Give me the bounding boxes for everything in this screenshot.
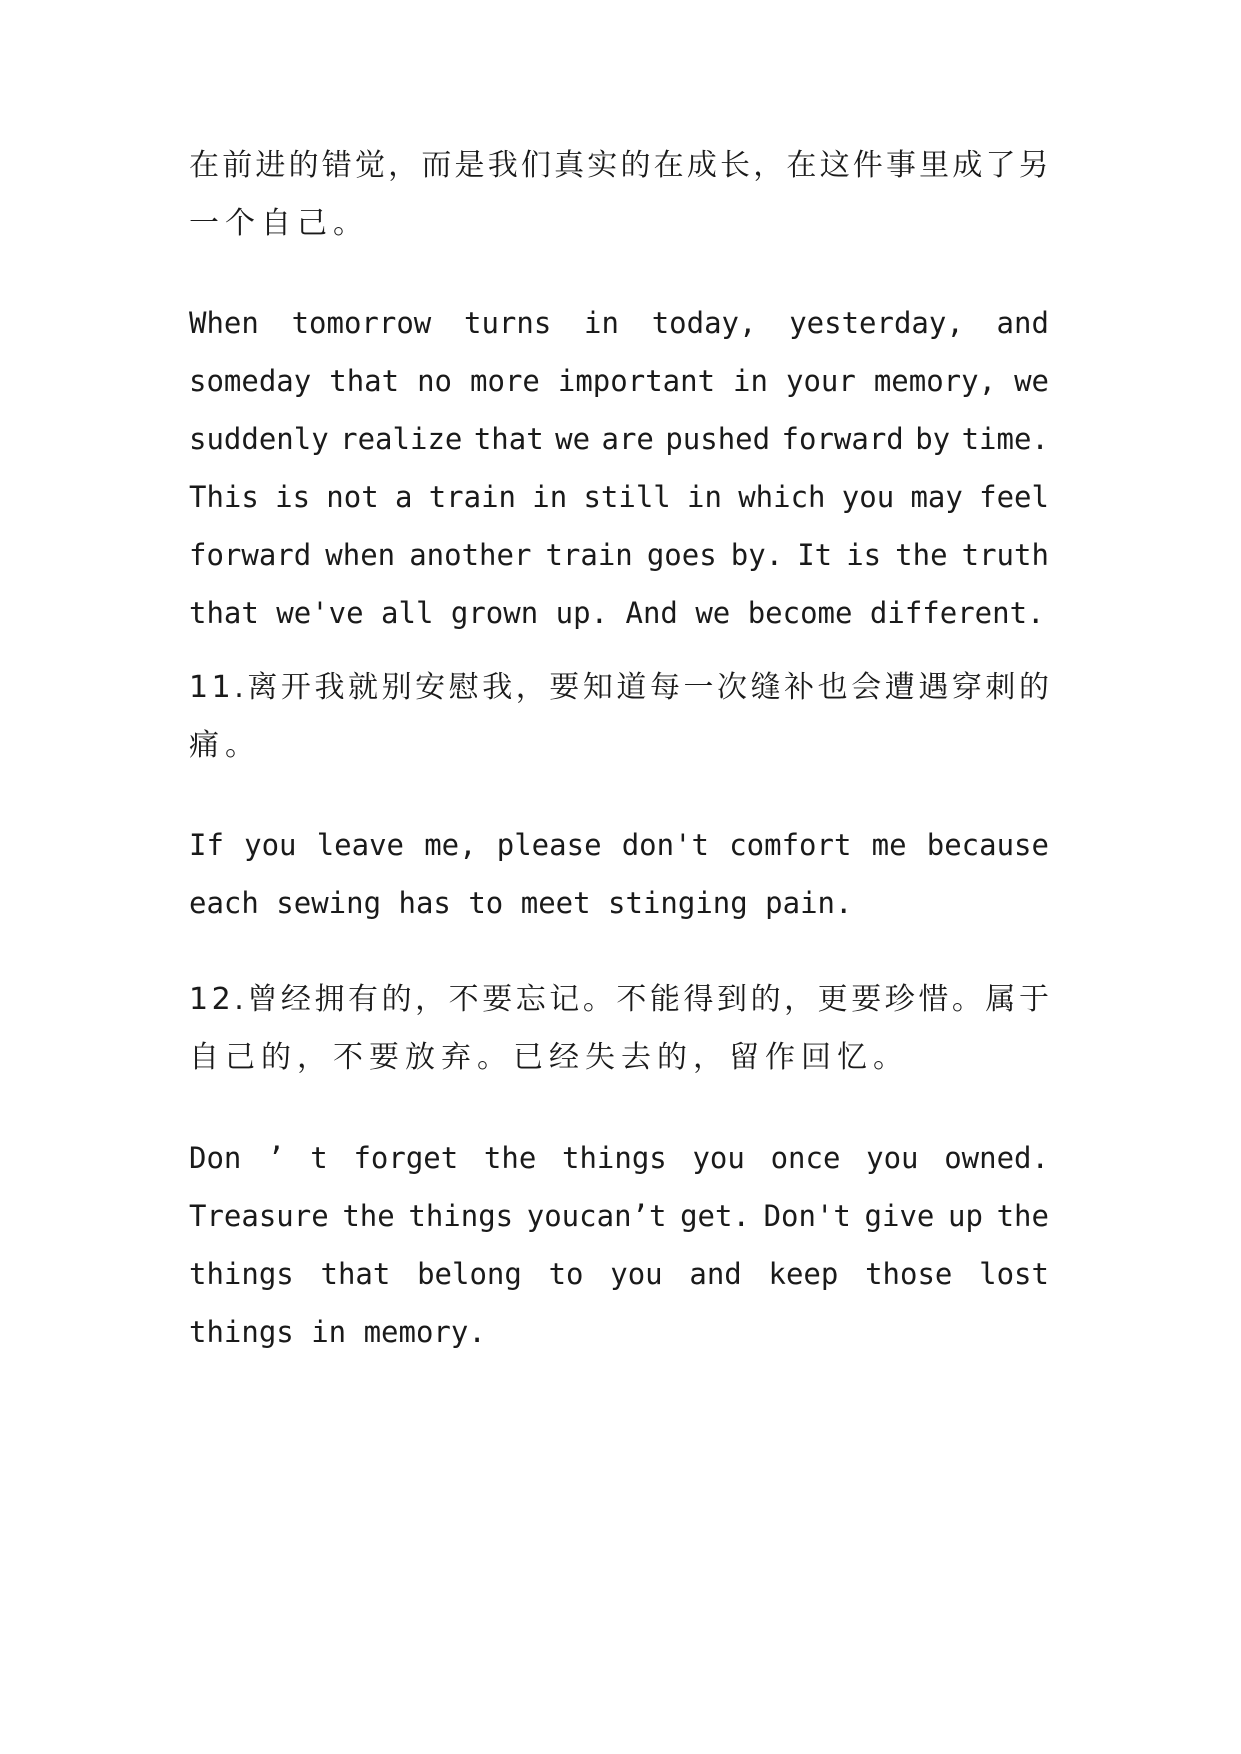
glyph: 我: [314, 670, 345, 705]
glyph: 忘: [515, 982, 546, 1017]
glyph: 记: [549, 982, 580, 1017]
word: yesterday,: [789, 306, 964, 340]
glyph: 一: [683, 670, 714, 705]
word: to: [548, 1257, 584, 1291]
text-line: 自己的，不要放弃。已经失去的，留作回忆。: [189, 1040, 909, 1075]
glyph: 遭: [884, 670, 915, 705]
text-line: 痛。: [189, 728, 261, 763]
word: me,: [424, 828, 477, 862]
glyph: 的: [750, 982, 781, 1017]
glyph: 进: [255, 148, 286, 183]
paragraph-chinese-12: [189, 971, 1049, 1087]
glyph: 长: [720, 148, 750, 183]
word: tomorrow: [291, 306, 432, 340]
glyph: 经: [280, 982, 311, 1017]
glyph: ，: [515, 670, 546, 705]
glyph: 次: [717, 670, 748, 705]
word: when: [325, 538, 396, 572]
word: things: [408, 1199, 514, 1233]
glyph: 的: [288, 148, 319, 183]
word: ’: [267, 1141, 285, 1175]
word: the: [483, 1141, 537, 1175]
word: you: [841, 480, 895, 514]
glyph: 的: [1018, 670, 1049, 705]
word: that: [329, 364, 400, 398]
word: forward: [189, 538, 312, 572]
word: another: [409, 538, 532, 572]
glyph: 不: [448, 982, 479, 1017]
word: leave: [316, 828, 404, 862]
text-line: [189, 1245, 1049, 1303]
word: by.: [730, 538, 784, 572]
glyph: 曾: [247, 982, 278, 1017]
paragraph-english-11: [189, 816, 1049, 932]
word: lost: [979, 1257, 1049, 1291]
word: those: [865, 1257, 953, 1291]
glyph: ，: [753, 148, 784, 183]
glyph: 件: [852, 148, 883, 183]
glyph: 道: [616, 670, 647, 705]
glyph: .: [234, 982, 244, 1017]
word: This: [189, 480, 259, 514]
glyph: 们: [520, 148, 551, 183]
glyph: 。: [951, 982, 982, 1017]
glyph: 。: [582, 982, 613, 1017]
text-line: [189, 137, 1049, 195]
glyph: 觉: [354, 148, 385, 183]
text-line: [189, 659, 1049, 717]
glyph: 真: [554, 148, 585, 183]
text-line: [189, 410, 1049, 468]
glyph: 穿: [951, 670, 982, 705]
word: feel: [979, 480, 1049, 514]
glyph: 要: [851, 982, 882, 1017]
glyph: 在: [786, 148, 817, 183]
word: more: [470, 364, 540, 398]
word: which: [738, 480, 826, 514]
word: time.: [961, 422, 1049, 456]
glyph: 得: [683, 982, 714, 1017]
glyph: 要: [549, 670, 580, 705]
text-line: [189, 352, 1049, 410]
glyph: .: [234, 670, 244, 705]
text-line: 一个自己。: [189, 206, 369, 241]
word: no: [417, 364, 453, 398]
glyph: 就: [348, 670, 379, 705]
word: Don't: [763, 1199, 851, 1233]
glyph: 缝: [750, 670, 781, 705]
glyph: 能: [649, 982, 680, 1017]
word: in: [687, 480, 722, 514]
paragraph-chinese-11: [189, 659, 1049, 775]
glyph: 我: [487, 148, 518, 183]
glyph: 刺: [985, 670, 1016, 705]
word: suddenly: [189, 422, 329, 456]
word: we: [555, 422, 591, 456]
glyph: 补: [784, 670, 815, 705]
glyph: 2: [211, 982, 231, 1017]
glyph: 在: [189, 148, 219, 183]
word: we: [1014, 364, 1049, 398]
glyph: 会: [851, 670, 882, 705]
glyph: 别: [381, 670, 412, 705]
glyph: 另: [1018, 148, 1049, 183]
text-line: things in memory.: [189, 1315, 486, 1349]
glyph: 1: [211, 670, 231, 705]
glyph: 慰: [448, 670, 479, 705]
glyph: 珍: [884, 982, 915, 1017]
glyph: 是: [454, 148, 485, 183]
glyph: 遇: [918, 670, 949, 705]
word: keep: [768, 1257, 839, 1291]
glyph: 错: [321, 148, 352, 183]
glyph: ，: [388, 148, 419, 183]
word: forward: [781, 422, 904, 456]
glyph: 我: [482, 670, 513, 705]
glyph: 在: [653, 148, 684, 183]
word: a: [394, 480, 413, 514]
word: When: [189, 306, 259, 340]
word: truth: [961, 538, 1049, 572]
glyph: 也: [817, 670, 848, 705]
word: that: [473, 422, 544, 456]
word: If: [189, 828, 224, 862]
text-line: [189, 971, 1049, 1029]
word: the: [996, 1199, 1049, 1233]
word: t: [310, 1141, 328, 1175]
word: and: [689, 1257, 742, 1291]
glyph: 每: [649, 670, 680, 705]
glyph: 属: [985, 982, 1016, 1017]
word: youcan’t: [526, 1199, 667, 1233]
word: turns: [464, 306, 552, 340]
word: train: [545, 538, 633, 572]
word: not: [326, 480, 379, 514]
text-line: [189, 1129, 1049, 1187]
word: someday: [189, 364, 312, 398]
glyph: 于: [1018, 982, 1049, 1017]
word: important: [557, 364, 716, 398]
glyph: 了: [985, 148, 1016, 183]
glyph: 成: [952, 148, 983, 183]
glyph: 1: [189, 670, 209, 705]
glyph: 更: [817, 982, 848, 1017]
paragraph-english-12: [189, 1129, 1049, 1361]
word: in: [584, 306, 619, 340]
word: get.: [680, 1199, 750, 1233]
glyph: 拥: [314, 982, 345, 1017]
word: once: [770, 1141, 841, 1175]
word: that: [320, 1257, 391, 1291]
word: goes: [646, 538, 717, 572]
glyph: 前: [222, 148, 253, 183]
word: and: [996, 306, 1049, 340]
word: you: [692, 1141, 745, 1175]
text-line: [189, 526, 1049, 584]
glyph: 的: [381, 982, 412, 1017]
word: realize: [340, 422, 463, 456]
glyph: 要: [482, 982, 513, 1017]
glyph: 1: [189, 982, 209, 1017]
glyph: 的: [620, 148, 651, 183]
word: you: [866, 1141, 919, 1175]
word: today,: [651, 306, 757, 340]
glyph: 而: [421, 148, 452, 183]
word: by: [915, 422, 951, 456]
text-line: that we've all grown up. And we become different.: [189, 596, 1045, 630]
glyph: 事: [885, 148, 916, 183]
paragraph-english-1: [189, 294, 1049, 642]
word: the: [895, 538, 948, 572]
word: are: [601, 422, 654, 456]
word: please: [496, 828, 602, 862]
word: in: [733, 364, 768, 398]
glyph: 开: [280, 670, 311, 705]
text-line: [189, 294, 1049, 352]
glyph: 里: [919, 148, 950, 183]
word: belong: [417, 1257, 522, 1291]
glyph: 有: [348, 982, 379, 1017]
glyph: 到: [717, 982, 748, 1017]
word: don't: [621, 828, 710, 862]
glyph: 不: [616, 982, 647, 1017]
paragraph-chinese-1: [189, 137, 1049, 253]
glyph: ，: [784, 982, 815, 1017]
word: things: [562, 1141, 667, 1175]
word: in: [532, 480, 568, 514]
word: up: [948, 1199, 983, 1233]
text-line: [189, 816, 1049, 874]
word: pushed: [665, 422, 771, 456]
word: you: [244, 828, 297, 862]
word: because: [926, 828, 1049, 862]
word: is: [846, 538, 882, 572]
glyph: 惜: [918, 982, 949, 1017]
word: Don: [189, 1141, 242, 1175]
word: your: [785, 364, 856, 398]
word: is: [275, 480, 311, 514]
word: comfort: [729, 828, 852, 862]
glyph: 知: [582, 670, 613, 705]
word: may: [910, 480, 963, 514]
word: Treasure: [189, 1199, 329, 1233]
word: forget: [353, 1141, 459, 1175]
text-line: each sewing has to meet stinging pain.: [189, 886, 853, 920]
glyph: 实: [587, 148, 618, 183]
text-line: [189, 468, 1049, 526]
text-line: [189, 1187, 1049, 1245]
word: still: [583, 480, 671, 514]
word: give: [864, 1199, 935, 1233]
word: train: [428, 480, 516, 514]
glyph: ，: [415, 982, 446, 1017]
word: the: [342, 1199, 395, 1233]
glyph: 这: [819, 148, 850, 183]
glyph: 安: [415, 670, 446, 705]
glyph: 离: [247, 670, 278, 705]
word: memory,: [873, 364, 997, 398]
word: things: [189, 1257, 294, 1291]
word: It: [797, 538, 833, 572]
glyph: 成: [686, 148, 717, 183]
word: owned.: [944, 1141, 1049, 1175]
word: me: [871, 828, 907, 862]
word: you: [610, 1257, 663, 1291]
